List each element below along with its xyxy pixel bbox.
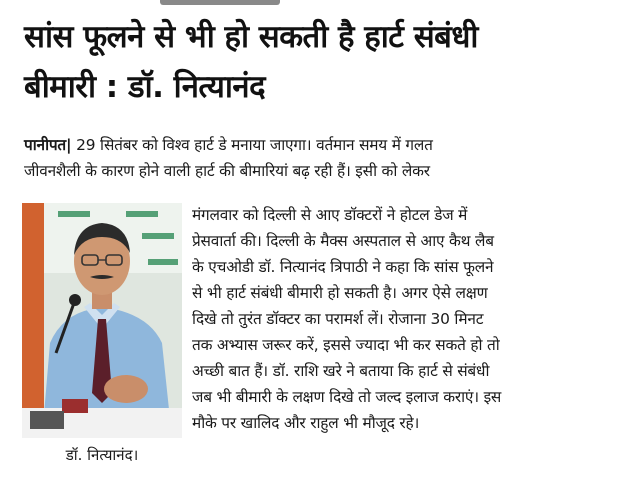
article-line-8: तक अभ्यास जरूर करें, इससे ज्यादा भी कर सकते हो तो xyxy=(192,336,500,354)
cropped-previous-headline xyxy=(160,0,280,5)
article-line-11: मौके पर खालिद और राहुल भी मौजूद रहे। xyxy=(192,414,420,432)
headline-line-2: बीमारी : डॉ. नित्यानंद xyxy=(24,69,266,105)
dateline: पानीपत| xyxy=(24,136,72,154)
portrait-illustration xyxy=(22,203,182,438)
headline xyxy=(24,12,624,112)
article-line-9: अच्छी बात हैं। डॉ. राशि खरे ने बताया कि हार्ट से संबंधी xyxy=(192,362,490,380)
article-line-7: दिखे तो तुरंत डॉक्टर का परामर्श लें। रोजाना 30 मिनट xyxy=(192,310,484,328)
headline-line-1: सांस फूलने से भी हो सकती है हार्ट संबंधी xyxy=(24,19,478,55)
article-line-2: जीवनशैली के कारण होने वाली हार्ट की बीमारियां बढ़ रही हैं। इसी को लेकर xyxy=(24,162,430,180)
article-line-4: प्रेसवार्ता की। दिल्ली के मैक्स अस्पताल से आए कैथ लैब xyxy=(192,232,494,250)
article-line-3: मंगलवार को दिल्ली से आए डॉक्टरों ने होटल डेज में xyxy=(192,206,468,224)
article-line-1 xyxy=(24,132,624,158)
photo-caption: डॉ. नित्यानंद। xyxy=(65,446,139,464)
article-line-5: के एचओडी डॉ. नित्यानंद त्रिपाठी ने कहा कि सांस फूलने xyxy=(192,258,494,276)
article-line-6: से भी हार्ट संबंधी बीमारी हो सकती है। अगर ऐसे लक्षण xyxy=(192,284,488,302)
article-line-10: जब भी बीमारी के लक्षण दिखे तो जल्द इलाज कराएं। इस xyxy=(192,388,502,406)
article-line-1-text: 29 सितंबर को विश्व हार्ट डे मनाया जाएगा। वर्तमान समय में गलत xyxy=(76,136,433,154)
portrait-photo xyxy=(22,203,182,438)
